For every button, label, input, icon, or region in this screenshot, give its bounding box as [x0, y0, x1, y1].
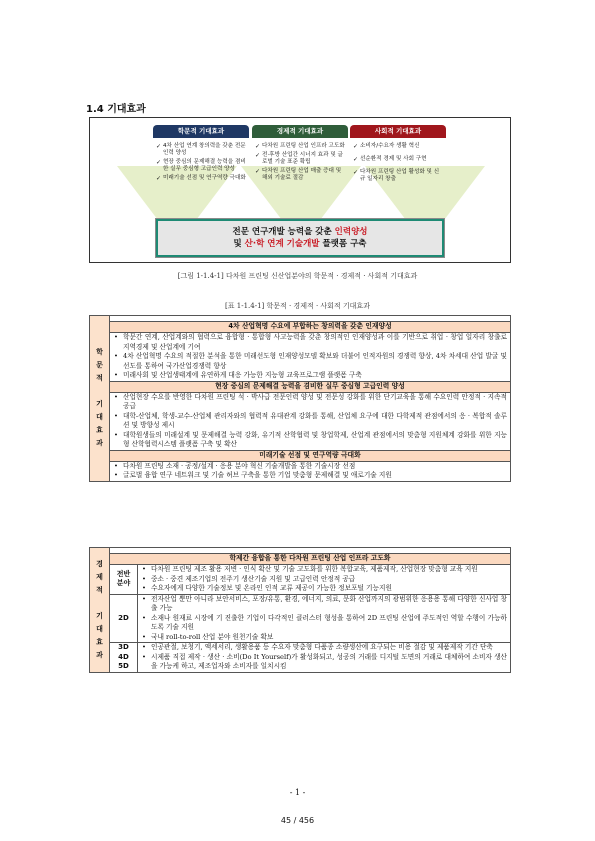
effect-item: 미래기술 선점 및 연구역량 극대화	[163, 175, 246, 182]
effect-item: 전·후방 산업간 시너지 효과 및 글로벌 기술 표준 확립	[262, 152, 343, 166]
bullet-item: • 수요자에게 다양한 기술정보 및 온라인 인적 교류 제공이 가능한 정보포털 기능지원	[141, 584, 507, 594]
economic-side-label: 경 제 적 기 대 효 과	[90, 548, 110, 673]
effect-item: 다차원 프린팅 산업 매출 증대 및 해외 기술료 절감	[262, 168, 342, 182]
check-icon: ✓	[255, 168, 261, 176]
bullet-item: • 학문간 연계, 산업계와의 협력으로 융합형 · 통합형 사고능력을 갖춘 창의적인 인재양성과 이를 기반으로 취업 · 창업 일자리 창출로 지역경제 및 산업계에 기여	[113, 333, 507, 352]
check-icon: ✓	[255, 152, 261, 160]
section-heading: 4차 산업혁명 수요에 부합하는 창의력을 갖춘 인재양성	[110, 322, 511, 333]
bullet-item: • 전자산업 뿐만 아니라 보안서비스, 포장/유통, 환경, 에너지, 의료, 문화 산업까지의 광범위한 응용용 통해 다양한 신사업 창출 가능	[141, 595, 507, 614]
bullet-item: • 다차원 프린팅 제조 활용 저변 · 인식 확산 및 기술 고도화를 위한 복합교육, 제품제작, 산업현장 맞춤형 교육 지원	[141, 565, 507, 575]
check-icon: ✓	[156, 175, 162, 183]
bullet-item: • 대학-산업체, 학생-교수-산업체 관리자와의 협력적 유대관계 강화를 통해, 산업체 요구에 대한 다학제적 관점에서의 응 · 복합적 솔루션 및 방향성 제시	[113, 412, 507, 431]
bullet-item: • 글로벌 융합 연구 네트워크 및 기술 허브 구축을 통한 기업 맞춤형 문제해결 및 애로기술 지원	[113, 471, 507, 481]
section-title: 1.4 기대효과	[86, 104, 146, 115]
social-effects-column	[350, 125, 446, 187]
bullet-item: • 국내 roll-to-roll 산업 분야 원천기술 확보	[141, 633, 507, 643]
academic-side-label: 학 문 적 기 대 효 과	[90, 316, 110, 482]
table-caption: [표 1-1.4-1] 학문적 · 경제적 · 사회적 기대효과	[225, 302, 370, 310]
bullet-item: • 다차원 프린팅 소재 · 공정/설계 · 응용 분야 혁신 기술개발을 통한 기술시장 선점	[113, 462, 507, 472]
column-header: 사회적 기대효과	[350, 125, 446, 138]
effect-item: 다차원 프린팅 산업 인프라 고도화	[262, 143, 345, 149]
check-icon: ✓	[353, 156, 359, 164]
figure-caption: [그림 1-1.4-1] 다차원 프린팅 신산업분야의 학문적 · 경제적 · 사회적 기대효과	[177, 272, 418, 280]
check-icon: ✓	[156, 143, 162, 150]
banner-text: 플랫폼 구축	[319, 239, 367, 249]
effect-item: 현장 중심의 문제해결 능력을 겸비한 실무 중심형 고급인력 양성	[163, 159, 246, 173]
check-icon: ✓	[353, 143, 359, 150]
banner-text: 전문 연구개발 능력을 갖춘	[232, 227, 335, 237]
category-label: 3D 4D 5D	[110, 643, 138, 673]
effect-item: 4차 산업 연계 창의력을 갖춘 전문인력 양성	[163, 143, 246, 157]
bullet-item: • 시제품 직접 제작 · 생산 · 소비(Do It Yourself)가 활성화되고, 성공의 거래를 디지털 도면의 거래로 대체하여 소비자 생산을 가능케 하고, 제조업자와 소비자를 일치시킴	[141, 653, 507, 672]
banner-highlight: 인력양성	[334, 227, 368, 237]
economic-effects-column	[252, 125, 348, 186]
academic-effects-column	[153, 125, 249, 186]
section-heading: 미래기술 선점 및 연구역량 극대화	[110, 450, 511, 461]
bullet-item: • 미래사회 및 산업생태계에 유연하게 대응 가능한 지능형 교육프로그램 플랫폼 구축	[113, 371, 507, 381]
bullet-item: • 4차 산업혁명 수요의 적절한 분석을 통한 미래선도형 인재양성모델 확보와 더불어 인적자원의 경쟁력 향상, 4차 차세대 산업 발굴 및 선도를 통하여 국가산업경쟁력 향상	[113, 352, 507, 371]
effect-item: 소비자/수요자 생활 혁신	[360, 143, 420, 149]
effect-item: 다차원 프린팅 산업 활성화 및 신규 일자리 창출	[360, 169, 440, 183]
goal-banner	[155, 218, 445, 258]
section-heading: 현장 중심의 문제해결 능력을 겸비한 실무 중심형 고급인력 양성	[110, 381, 511, 392]
economic-effects-table	[89, 547, 511, 673]
section-heading: 학제간 융합을 통한 다차원 프린팅 산업 인프라 고도화	[110, 554, 511, 565]
check-icon: ✓	[156, 159, 162, 167]
bullet-item: • 인공관절, 보청기, 액세서리, 생활용품 등 수요자 맞춤형 다품종 소량생산에 요구되는 비용 절감 및 제품제작 기간 단축	[141, 643, 507, 653]
bullet-item: • 중소 · 중견 제조기업의 전주기 생산기술 지원 및 고급인력 안정적 공급	[141, 575, 507, 585]
bullet-item: • 소재나 원재료 시장에 기 진출한 기업이 다각적인 클러스터 형성을 통하여 2D 프린팅 산업에 주도적인 역할 수행이 가능하도록 기술 지원	[141, 614, 507, 633]
check-icon: ✓	[255, 143, 261, 150]
column-header: 학문적 기대효과	[153, 125, 249, 138]
banner-text: 및	[233, 239, 245, 249]
academic-effects-table	[89, 315, 511, 482]
bullet-item: • 대학원생들의 미래설계 및 문제해결 능력 강화, 유기적 산학협력 및 창업학제, 산업계 관점에서의 맞춤형 지원체계 강화를 위한 지능형 산학협력시스템 플랫폼 구축 및 확산	[113, 431, 507, 450]
banner-highlight: 산·학 연계 기술개발	[244, 239, 320, 249]
category-label: 전반 분야	[110, 565, 138, 595]
page-number: - 1 -	[289, 788, 306, 797]
column-header: 경제적 기대효과	[252, 125, 348, 138]
check-icon: ✓	[353, 169, 359, 177]
bullet-item: • 산업현장 수요를 반영한 다차원 프린팅 석 · 박사급 전문인력 양성 및 전문성 강화를 위한 단기교육을 통해 수요인력 안정적 · 지속적 공급	[113, 393, 507, 412]
effect-item: 선순환적 경제 및 사회 구현	[360, 156, 427, 163]
expected-effects-figure	[89, 117, 511, 263]
page-count: 45 / 456	[280, 816, 315, 825]
category-label: 2D	[110, 594, 138, 643]
